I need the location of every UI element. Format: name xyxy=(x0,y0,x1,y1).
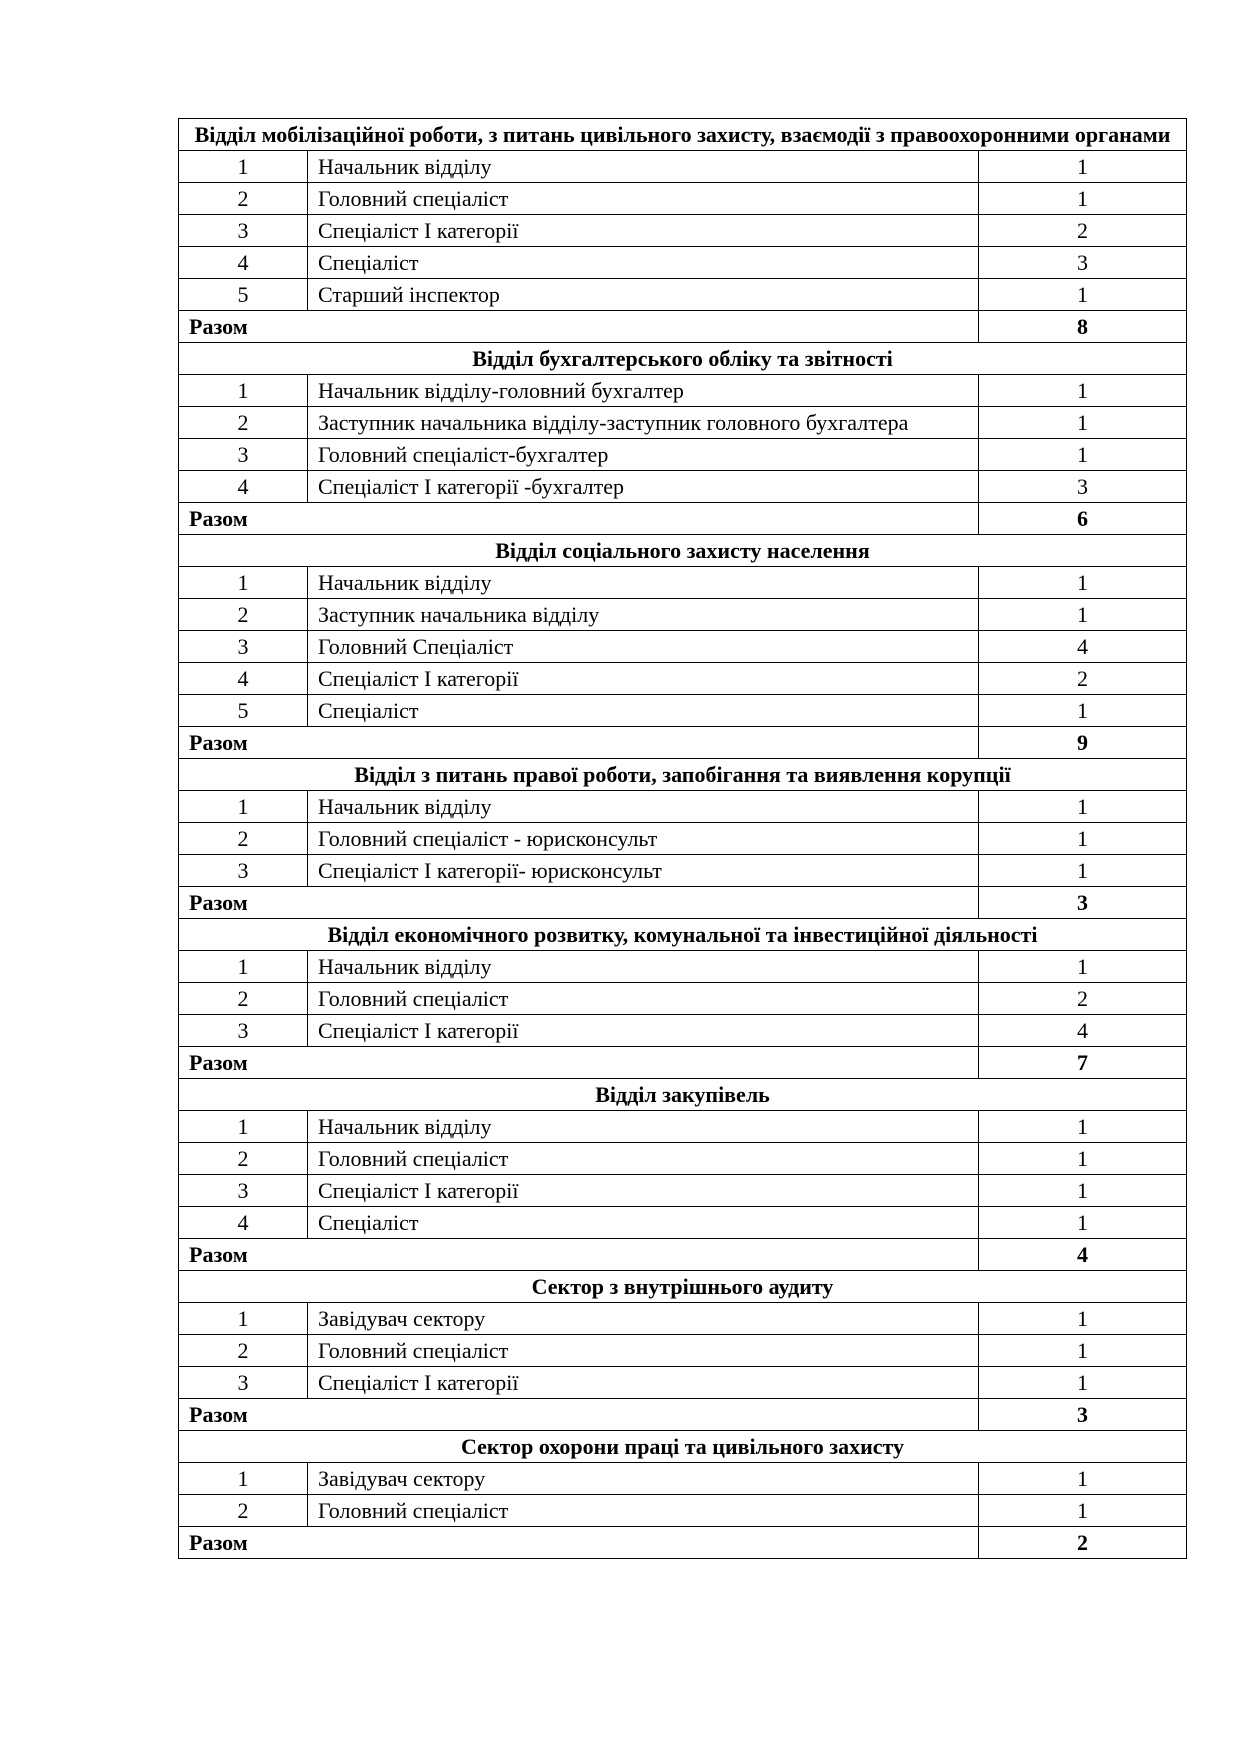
total-value: 2 xyxy=(979,1527,1187,1559)
staff-count: 1 xyxy=(979,1175,1187,1207)
staff-count: 1 xyxy=(979,567,1187,599)
staff-count: 2 xyxy=(979,215,1187,247)
row-number: 1 xyxy=(179,151,308,183)
position-name: Головний спеціаліст xyxy=(308,1335,979,1367)
total-label: Разом xyxy=(179,503,979,535)
total-value: 8 xyxy=(979,311,1187,343)
row-number: 3 xyxy=(179,215,308,247)
total-value: 3 xyxy=(979,1399,1187,1431)
staff-count: 1 xyxy=(979,439,1187,471)
table-row xyxy=(179,1175,1187,1207)
position-name: Спеціаліст І категорії xyxy=(308,215,979,247)
row-number: 2 xyxy=(179,1143,308,1175)
staff-count: 2 xyxy=(979,663,1187,695)
total-row xyxy=(179,1527,1187,1559)
department-title: Відділ соціального захисту населення xyxy=(179,535,1187,567)
position-name: Спеціаліст xyxy=(308,247,979,279)
department-title: Відділ мобілізаційної роботи, з питань цивільного захисту, взаємодії з правоохоронними органами xyxy=(179,119,1187,151)
total-value: 7 xyxy=(979,1047,1187,1079)
table-row xyxy=(179,1463,1187,1495)
staff-count: 3 xyxy=(979,471,1187,503)
total-row xyxy=(179,1399,1187,1431)
row-number: 3 xyxy=(179,1367,308,1399)
table-row xyxy=(179,663,1187,695)
position-name: Заступник начальника відділу xyxy=(308,599,979,631)
table-row xyxy=(179,1111,1187,1143)
total-label: Разом xyxy=(179,887,979,919)
row-number: 1 xyxy=(179,375,308,407)
staff-table xyxy=(178,118,1187,1559)
staff-count: 1 xyxy=(979,183,1187,215)
department-header-row xyxy=(179,343,1187,375)
staff-count: 1 xyxy=(979,791,1187,823)
staff-count: 1 xyxy=(979,951,1187,983)
position-name: Завідувач сектору xyxy=(308,1463,979,1495)
row-number: 1 xyxy=(179,951,308,983)
department-header-row xyxy=(179,535,1187,567)
department-header-row xyxy=(179,1431,1187,1463)
row-number: 2 xyxy=(179,823,308,855)
table-row xyxy=(179,1015,1187,1047)
department-header-row xyxy=(179,1271,1187,1303)
row-number: 1 xyxy=(179,567,308,599)
table-row xyxy=(179,183,1187,215)
position-name: Начальник відділу xyxy=(308,1111,979,1143)
total-row xyxy=(179,887,1187,919)
total-row xyxy=(179,503,1187,535)
table-row xyxy=(179,215,1187,247)
total-value: 6 xyxy=(979,503,1187,535)
position-name: Начальник відділу xyxy=(308,567,979,599)
row-number: 2 xyxy=(179,599,308,631)
total-value: 4 xyxy=(979,1239,1187,1271)
row-number: 1 xyxy=(179,1463,308,1495)
table-row xyxy=(179,1207,1187,1239)
table-row xyxy=(179,983,1187,1015)
table-row xyxy=(179,1367,1187,1399)
staff-count: 1 xyxy=(979,1111,1187,1143)
total-row xyxy=(179,1239,1187,1271)
row-number: 4 xyxy=(179,471,308,503)
row-number: 5 xyxy=(179,279,308,311)
table-row xyxy=(179,791,1187,823)
total-row xyxy=(179,311,1187,343)
total-label: Разом xyxy=(179,311,979,343)
position-name: Спеціаліст І категорії xyxy=(308,1367,979,1399)
position-name: Спеціаліст І категорії -бухгалтер xyxy=(308,471,979,503)
table-row xyxy=(179,279,1187,311)
table-row xyxy=(179,599,1187,631)
position-name: Начальник відділу xyxy=(308,791,979,823)
table-row xyxy=(179,855,1187,887)
staff-count: 1 xyxy=(979,1495,1187,1527)
table-row xyxy=(179,1303,1187,1335)
table-row xyxy=(179,407,1187,439)
department-header-row xyxy=(179,759,1187,791)
staff-count: 2 xyxy=(979,983,1187,1015)
total-row xyxy=(179,727,1187,759)
table-row xyxy=(179,247,1187,279)
row-number: 3 xyxy=(179,1175,308,1207)
total-value: 9 xyxy=(979,727,1187,759)
staff-count: 1 xyxy=(979,151,1187,183)
table-row xyxy=(179,471,1187,503)
department-title: Відділ економічного розвитку, комунальної та інвестиційної діяльності xyxy=(179,919,1187,951)
position-name: Головний спеціаліст xyxy=(308,983,979,1015)
position-name: Головний спеціаліст - юрисконсульт xyxy=(308,823,979,855)
table-row xyxy=(179,567,1187,599)
staff-count: 1 xyxy=(979,855,1187,887)
row-number: 4 xyxy=(179,663,308,695)
staff-table-body xyxy=(179,119,1187,1559)
table-row xyxy=(179,1335,1187,1367)
staff-count: 1 xyxy=(979,599,1187,631)
table-row xyxy=(179,439,1187,471)
department-title: Відділ бухгалтерського обліку та звітності xyxy=(179,343,1187,375)
position-name: Спеціаліст xyxy=(308,695,979,727)
table-row xyxy=(179,695,1187,727)
row-number: 2 xyxy=(179,983,308,1015)
department-title: Відділ з питань правої роботи, запобігання та виявлення корупції xyxy=(179,759,1187,791)
table-row xyxy=(179,951,1187,983)
position-name: Головний спеціаліст-бухгалтер xyxy=(308,439,979,471)
department-title: Відділ закупівель xyxy=(179,1079,1187,1111)
position-name: Спеціаліст І категорії xyxy=(308,1175,979,1207)
staff-count: 1 xyxy=(979,1335,1187,1367)
row-number: 1 xyxy=(179,791,308,823)
staff-count: 1 xyxy=(979,1207,1187,1239)
staff-count: 1 xyxy=(979,1303,1187,1335)
row-number: 3 xyxy=(179,631,308,663)
department-title: Сектор з внутрішнього аудиту xyxy=(179,1271,1187,1303)
staff-count: 1 xyxy=(979,407,1187,439)
row-number: 2 xyxy=(179,1495,308,1527)
row-number: 1 xyxy=(179,1303,308,1335)
row-number: 2 xyxy=(179,183,308,215)
staff-count: 1 xyxy=(979,375,1187,407)
staff-count: 4 xyxy=(979,1015,1187,1047)
row-number: 3 xyxy=(179,1015,308,1047)
position-name: Старший інспектор xyxy=(308,279,979,311)
table-row xyxy=(179,631,1187,663)
position-name: Спеціаліст І категорії- юрисконсульт xyxy=(308,855,979,887)
total-label: Разом xyxy=(179,1527,979,1559)
position-name: Головний спеціаліст xyxy=(308,183,979,215)
row-number: 4 xyxy=(179,247,308,279)
total-row xyxy=(179,1047,1187,1079)
position-name: Начальник відділу-головний бухгалтер xyxy=(308,375,979,407)
row-number: 2 xyxy=(179,407,308,439)
table-row xyxy=(179,375,1187,407)
row-number: 5 xyxy=(179,695,308,727)
total-label: Разом xyxy=(179,1399,979,1431)
staff-count: 3 xyxy=(979,247,1187,279)
table-row xyxy=(179,151,1187,183)
row-number: 1 xyxy=(179,1111,308,1143)
position-name: Головний спеціаліст xyxy=(308,1143,979,1175)
row-number: 4 xyxy=(179,1207,308,1239)
department-header-row xyxy=(179,919,1187,951)
position-name: Спеціаліст І категорії xyxy=(308,1015,979,1047)
position-name: Головний спеціаліст xyxy=(308,1495,979,1527)
department-title: Сектор охорони праці та цивільного захисту xyxy=(179,1431,1187,1463)
department-header-row xyxy=(179,1079,1187,1111)
position-name: Начальник відділу xyxy=(308,151,979,183)
staff-count: 1 xyxy=(979,1463,1187,1495)
staff-count: 4 xyxy=(979,631,1187,663)
position-name: Спеціаліст І категорії xyxy=(308,663,979,695)
row-number: 3 xyxy=(179,439,308,471)
staff-count: 1 xyxy=(979,1367,1187,1399)
position-name: Головний Спеціаліст xyxy=(308,631,979,663)
total-label: Разом xyxy=(179,1047,979,1079)
total-label: Разом xyxy=(179,727,979,759)
table-row xyxy=(179,1143,1187,1175)
staff-count: 1 xyxy=(979,823,1187,855)
total-value: 3 xyxy=(979,887,1187,919)
position-name: Заступник начальника відділу-заступник головного бухгалтера xyxy=(308,407,979,439)
position-name: Завідувач сектору xyxy=(308,1303,979,1335)
staff-count: 1 xyxy=(979,1143,1187,1175)
staff-count: 1 xyxy=(979,695,1187,727)
department-header-row xyxy=(179,119,1187,151)
table-row xyxy=(179,1495,1187,1527)
position-name: Спеціаліст xyxy=(308,1207,979,1239)
row-number: 2 xyxy=(179,1335,308,1367)
position-name: Начальник відділу xyxy=(308,951,979,983)
table-row xyxy=(179,823,1187,855)
staff-count: 1 xyxy=(979,279,1187,311)
row-number: 3 xyxy=(179,855,308,887)
total-label: Разом xyxy=(179,1239,979,1271)
